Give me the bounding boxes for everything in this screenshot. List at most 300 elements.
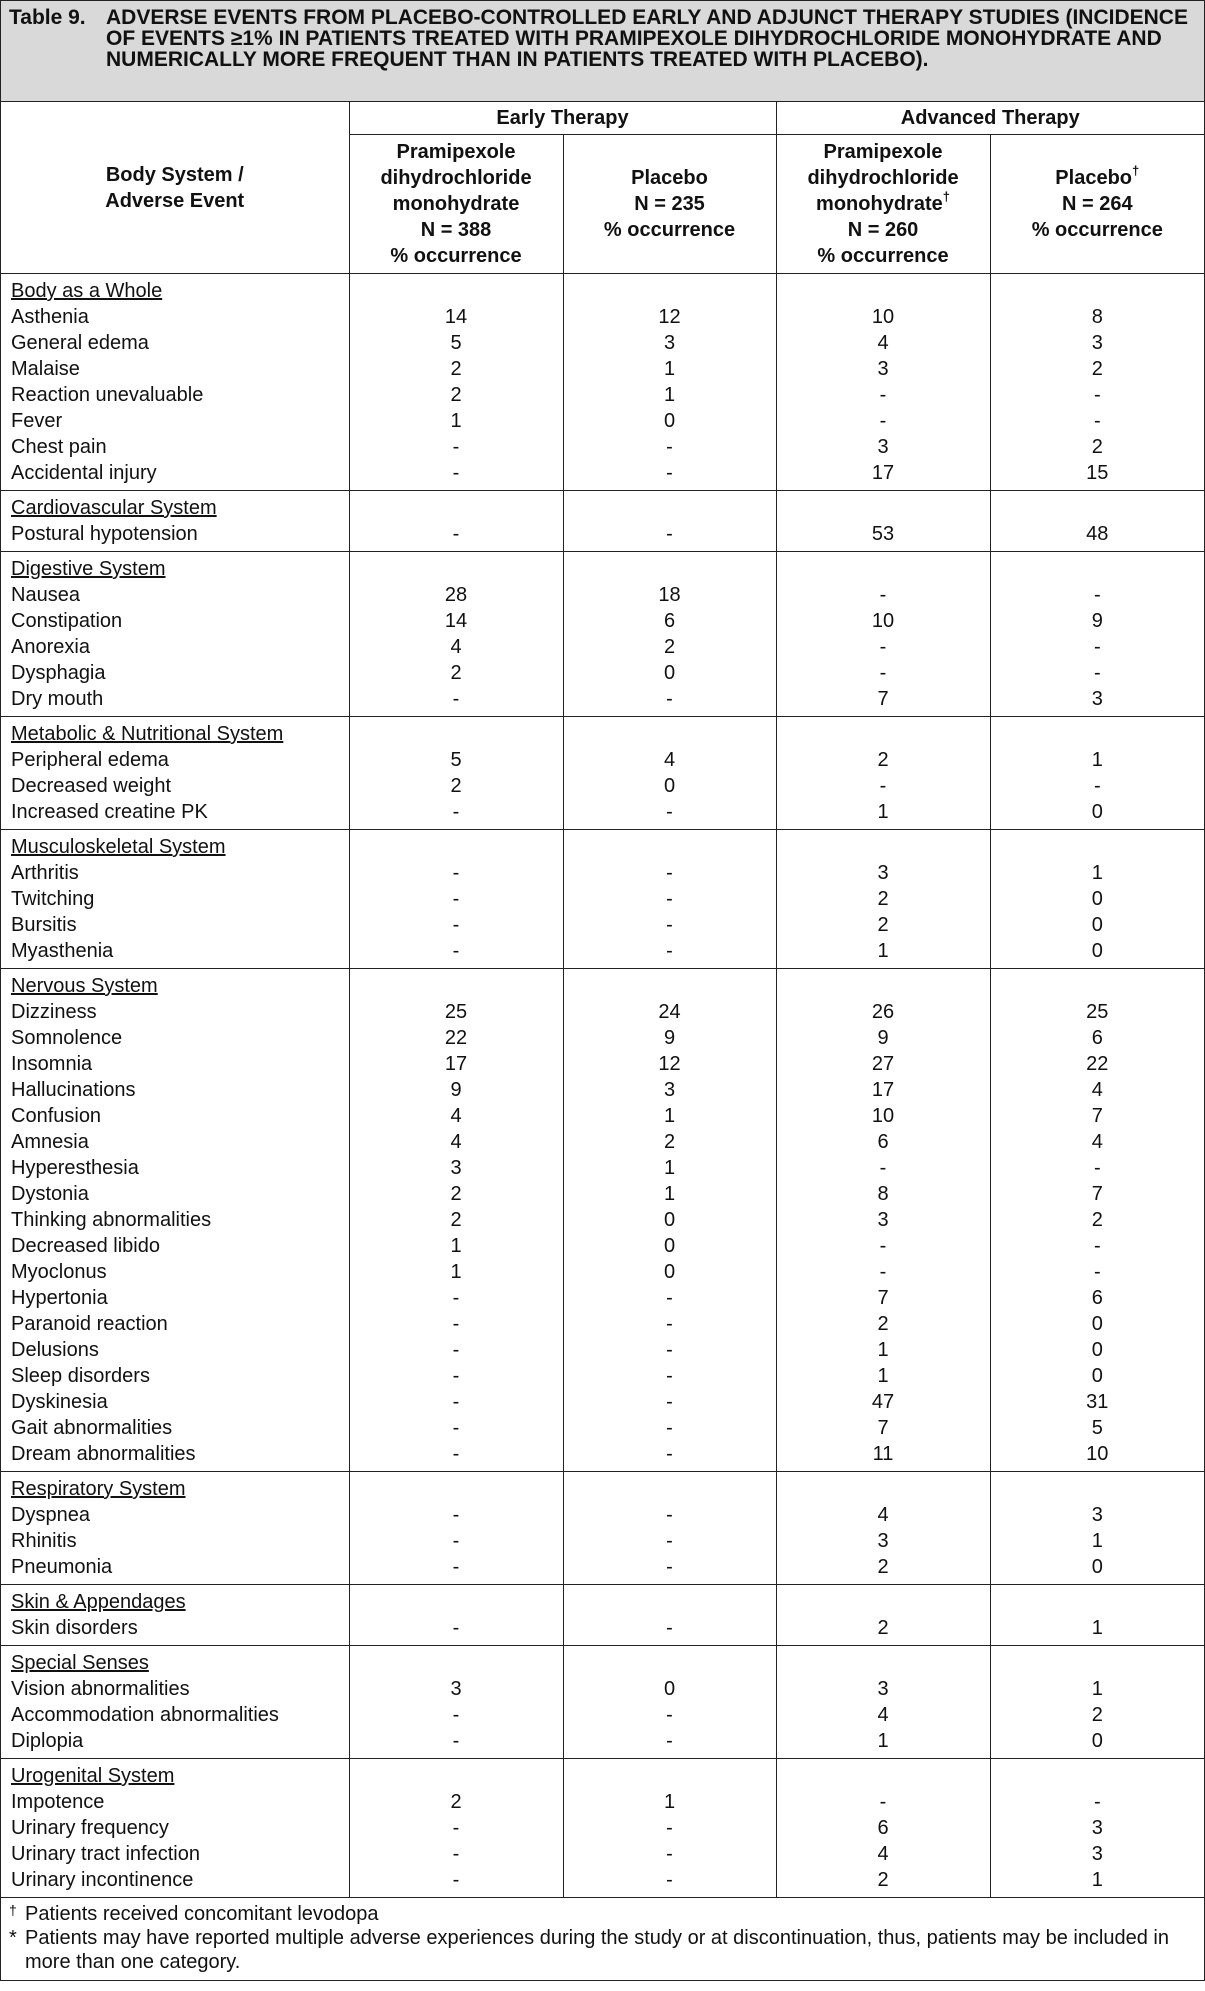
occurrence-value: 14: [349, 304, 563, 330]
occurrence-value: -: [349, 1441, 563, 1472]
occurrence-value: 1: [563, 1155, 776, 1181]
empty-cell: [349, 552, 563, 583]
occurrence-value: 4: [776, 1702, 990, 1728]
adverse-event-name: Myasthenia: [1, 938, 349, 969]
section-special-senses: [1, 1646, 1204, 1759]
adverse-event-name: Nausea: [1, 582, 349, 608]
column-drug-line2: dihydrochloride: [380, 167, 532, 189]
occurrence-value: -: [776, 1155, 990, 1181]
occurrence-value: 1: [776, 1363, 990, 1389]
section-heading: Cardiovascular System: [11, 497, 217, 519]
section-heading-row: [1, 274, 1204, 305]
occurrence-value: -: [563, 1615, 776, 1646]
adverse-event-name: Impotence: [1, 1789, 349, 1815]
table-row: [1, 608, 1204, 634]
occurrence-value: 1: [1091, 1678, 1103, 1700]
occurrence-value: 28: [349, 582, 563, 608]
empty-cell: [990, 491, 1204, 522]
adverse-event-name: Myoclonus: [1, 1259, 349, 1285]
occurrence-value: 2: [349, 773, 563, 799]
section-heading: Urogenital System: [11, 1765, 175, 1787]
footnote-mark: *: [9, 1927, 17, 1949]
occurrence-value: 2: [776, 1615, 990, 1646]
section-heading-row: [1, 830, 1204, 861]
adverse-event-name: Sleep disorders: [1, 1363, 349, 1389]
occurrence-value: -: [349, 1867, 563, 1898]
empty-cell: [776, 1759, 990, 1790]
table-row: [1, 1155, 1204, 1181]
section-heading-cell: [1, 552, 349, 583]
section-heading: Special Senses: [11, 1652, 149, 1674]
footnote: [9, 1902, 1196, 1926]
occurrence-value: 0: [1091, 888, 1103, 910]
table-row: [1, 1815, 1204, 1841]
adverse-event-name: Insomnia: [1, 1051, 349, 1077]
occurrence-value: 9: [776, 1025, 990, 1051]
table-row: [1, 1502, 1204, 1528]
occurrence-value: 22: [349, 1025, 563, 1051]
occurrence-value: 0: [1091, 1313, 1103, 1335]
occurrence-value: 4: [776, 1502, 990, 1528]
occurrence-value: 2: [349, 1789, 563, 1815]
section-heading-row: [1, 717, 1204, 748]
adverse-event-name: Accidental injury: [1, 460, 349, 491]
occurrence-value: -: [349, 799, 563, 830]
section-heading-row: [1, 969, 1204, 1000]
empty-cell: [349, 491, 563, 522]
occurrence-value: -: [563, 460, 776, 491]
adverse-event-name: Constipation: [1, 608, 349, 634]
occurrence-value: 0: [563, 660, 776, 686]
adverse-event-name: Arthritis: [1, 860, 349, 886]
occurrence-value: 3: [776, 1528, 990, 1554]
section-heading-row: [1, 1646, 1204, 1677]
table-row: [1, 1676, 1204, 1702]
table-row: [1, 1207, 1204, 1233]
occurrence-value: 7: [776, 1415, 990, 1441]
occurrence-value: 2: [1091, 1704, 1103, 1726]
occurrence-value: -: [1093, 1791, 1101, 1813]
occurrence-value: -: [563, 1285, 776, 1311]
occurrence-value: -: [349, 1363, 563, 1389]
occurrence-value: 3: [563, 1077, 776, 1103]
table-row: [1, 1233, 1204, 1259]
occurrence-value: 4: [776, 1841, 990, 1867]
adverse-event-name: Amnesia: [1, 1129, 349, 1155]
table-row: [1, 1025, 1204, 1051]
occurrence-value: -: [1093, 662, 1101, 684]
occurrence-value: -: [1093, 1261, 1101, 1283]
table-row: [1, 660, 1204, 686]
section-respiratory-system: [1, 1472, 1204, 1585]
occurrence-value: -: [776, 408, 990, 434]
section-body-as-a-whole: [1, 274, 1204, 491]
footnote: [9, 1926, 1196, 1974]
table-row: [1, 938, 1204, 969]
empty-cell: [990, 274, 1204, 305]
adverse-event-name: Malaise: [1, 356, 349, 382]
section-heading-row: [1, 491, 1204, 522]
occurrence-value: -: [349, 1285, 563, 1311]
occurrence-value: 2: [776, 747, 990, 773]
empty-cell: [349, 717, 563, 748]
adverse-event-name: Accommodation abnormalities: [1, 1702, 349, 1728]
adverse-event-name: Hyperesthesia: [1, 1155, 349, 1181]
table-row: [1, 582, 1204, 608]
column-header-1: [349, 135, 563, 274]
occurrence-value: -: [563, 1841, 776, 1867]
empty-cell: [776, 717, 990, 748]
column-n-count: N = 260: [847, 219, 919, 241]
occurrence-value: -: [349, 860, 563, 886]
adverse-event-name: Urinary tract infection: [1, 1841, 349, 1867]
section-heading-cell: [1, 1646, 349, 1677]
occurrence-value: 4: [349, 1129, 563, 1155]
occurrence-value: 11: [776, 1441, 990, 1472]
occurrence-value: 10: [776, 608, 990, 634]
section-digestive-system: [1, 552, 1204, 717]
occurrence-value: 5: [1091, 1417, 1103, 1439]
empty-cell: [563, 1759, 776, 1790]
table-row: [1, 886, 1204, 912]
occurrence-value: -: [563, 860, 776, 886]
occurrence-value: -: [1093, 410, 1101, 432]
adverse-event-name: Paranoid reaction: [1, 1311, 349, 1337]
column-drug-line1: Pramipexole: [823, 141, 943, 163]
occurrence-value: 9: [349, 1077, 563, 1103]
occurrence-value: 4: [1091, 1131, 1103, 1153]
adverse-event-name: Dizziness: [1, 999, 349, 1025]
column-header-2: [563, 135, 776, 274]
occurrence-value: 10: [776, 304, 990, 330]
empty-cell: [776, 969, 990, 1000]
occurrence-value: 4: [1091, 1079, 1103, 1101]
table-row: [1, 1702, 1204, 1728]
empty-cell: [349, 969, 563, 1000]
adverse-event-name: Rhinitis: [1, 1528, 349, 1554]
empty-cell: [776, 1585, 990, 1616]
table-row: [1, 1789, 1204, 1815]
occurrence-value: 7: [776, 1285, 990, 1311]
empty-cell: [990, 830, 1204, 861]
occurrence-value: -: [349, 434, 563, 460]
occurrence-value: 2: [563, 634, 776, 660]
occurrence-value: 2: [349, 1181, 563, 1207]
table-header: [1, 102, 1204, 274]
adverse-event-name: Urinary incontinence: [1, 1867, 349, 1898]
adverse-event-name: Postural hypotension: [1, 521, 349, 552]
occurrence-value: 2: [349, 660, 563, 686]
occurrence-value: 4: [563, 747, 776, 773]
occurrence-value: 1: [349, 408, 563, 434]
table-footnotes: [1, 1898, 1204, 1980]
occurrence-value: -: [349, 460, 563, 491]
occurrence-value: 0: [1091, 914, 1103, 936]
occurrence-value: -: [563, 799, 776, 830]
column-header-4: [990, 135, 1204, 274]
adverse-event-name: Pneumonia: [1, 1554, 349, 1585]
occurrence-value: -: [563, 686, 776, 717]
occurrence-value: 8: [776, 1181, 990, 1207]
footnote-mark: †: [9, 1902, 17, 1918]
dagger-footnote-mark: †: [1132, 163, 1140, 178]
table-row: [1, 1441, 1204, 1472]
advanced-therapy-header: Advanced Therapy: [776, 102, 1204, 135]
empty-cell: [349, 1759, 563, 1790]
occurrence-value: 48: [1086, 523, 1109, 545]
section-heading-row: [1, 1585, 1204, 1616]
occurrence-value: 0: [563, 408, 776, 434]
occurrence-value: -: [349, 1554, 563, 1585]
occurrence-value: -: [776, 1789, 990, 1815]
table-row: [1, 860, 1204, 886]
table-row: [1, 1285, 1204, 1311]
table-row: [1, 408, 1204, 434]
occurrence-value: 2: [349, 1207, 563, 1233]
occurrence-value: -: [563, 1337, 776, 1363]
footnote-text: Patients may have reported multiple adverse experiences during the study or at discontinuation, thus, patients may be included in more than one category.: [25, 1927, 1169, 1973]
section-heading: Skin & Appendages: [11, 1591, 186, 1613]
occurrence-value: 27: [776, 1051, 990, 1077]
empty-cell: [349, 1472, 563, 1503]
occurrence-value: -: [1093, 1235, 1101, 1257]
occurrence-value: 12: [563, 1051, 776, 1077]
occurrence-value: 2: [1091, 436, 1103, 458]
section-heading-cell: [1, 491, 349, 522]
occurrence-value: 2: [776, 1311, 990, 1337]
empty-cell: [990, 1759, 1204, 1790]
table-row: [1, 999, 1204, 1025]
occurrence-value: 4: [349, 634, 563, 660]
empty-cell: [990, 717, 1204, 748]
empty-cell: [563, 552, 776, 583]
occurrence-value: -: [563, 1389, 776, 1415]
occurrence-value: 7: [1091, 1183, 1103, 1205]
occurrence-value: 3: [1091, 1504, 1103, 1526]
empty-cell: [990, 1646, 1204, 1677]
occurrence-value: 3: [1091, 1843, 1103, 1865]
empty-cell: [776, 274, 990, 305]
occurrence-value: -: [349, 1311, 563, 1337]
column-drug-line3: monohydrate: [816, 193, 943, 215]
occurrence-value: 2: [776, 1554, 990, 1585]
column-drug-line2: dihydrochloride: [807, 167, 959, 189]
adverse-event-name: Anorexia: [1, 634, 349, 660]
occurrence-value: -: [563, 912, 776, 938]
table-row: [1, 1077, 1204, 1103]
occurrence-value: 1: [563, 382, 776, 408]
table-row: [1, 1867, 1204, 1898]
body-system-header-line2: Adverse Event: [105, 189, 245, 212]
occurrence-value: -: [563, 1728, 776, 1759]
table-row: [1, 1259, 1204, 1285]
adverse-event-name: Dystonia: [1, 1181, 349, 1207]
occurrence-value: -: [349, 1615, 563, 1646]
section-heading-cell: [1, 1585, 349, 1616]
column-unit: % occurrence: [1031, 219, 1163, 241]
occurrence-value: -: [563, 1441, 776, 1472]
occurrence-value: -: [563, 1415, 776, 1441]
adverse-event-name: Chest pain: [1, 434, 349, 460]
occurrence-value: -: [776, 634, 990, 660]
occurrence-value: -: [563, 1528, 776, 1554]
section-heading-cell: [1, 969, 349, 1000]
empty-cell: [990, 1472, 1204, 1503]
table-row: [1, 1554, 1204, 1585]
adverse-event-name: Urinary frequency: [1, 1815, 349, 1841]
occurrence-value: 0: [1091, 1556, 1103, 1578]
section-heading-cell: [1, 1759, 349, 1790]
empty-cell: [776, 491, 990, 522]
occurrence-value: 3: [776, 1676, 990, 1702]
occurrence-value: -: [776, 1233, 990, 1259]
occurrence-value: -: [1093, 1157, 1101, 1179]
occurrence-value: 3: [563, 330, 776, 356]
occurrence-value: 3: [776, 860, 990, 886]
adverse-event-name: Dry mouth: [1, 686, 349, 717]
column-unit: % occurrence: [390, 245, 522, 267]
occurrence-value: 0: [1091, 1730, 1103, 1752]
table-row: [1, 747, 1204, 773]
empty-cell: [563, 830, 776, 861]
table-title-text: ADVERSE EVENTS FROM PLACEBO-CONTROLLED EARLY AND ADJUNCT THERAPY STUDIES (INCIDENCE OF EVENTS ≥1% IN PATIENTS TREATED WITH PRAMIPEXOLE DIHYDROCHLORIDE MONOHYDRATE AND NUMERICALLY MORE FREQUENT THAN IN PATIENTS TREATED WITH PLACEBO).: [106, 6, 1188, 71]
occurrence-value: 9: [1091, 610, 1103, 632]
table-row: [1, 1841, 1204, 1867]
adverse-events-table: [1, 102, 1204, 1898]
occurrence-value: 1: [1091, 749, 1103, 771]
table-title: [1, 1, 1204, 102]
adverse-event-name: Dysphagia: [1, 660, 349, 686]
table-row: [1, 634, 1204, 660]
occurrence-value: 18: [563, 582, 776, 608]
adverse-event-name: Decreased libido: [1, 1233, 349, 1259]
adverse-event-name: Reaction unevaluable: [1, 382, 349, 408]
occurrence-value: 2: [776, 1867, 990, 1898]
dagger-footnote-mark: †: [942, 189, 950, 204]
occurrence-value: 8: [1091, 306, 1103, 328]
occurrence-value: 2: [776, 886, 990, 912]
section-metabolic-nutritional-system: [1, 717, 1204, 830]
empty-cell: [776, 552, 990, 583]
occurrence-value: 24: [563, 999, 776, 1025]
occurrence-value: -: [563, 1311, 776, 1337]
early-therapy-header: Early Therapy: [349, 102, 776, 135]
occurrence-value: 10: [776, 1103, 990, 1129]
occurrence-value: 9: [563, 1025, 776, 1051]
occurrence-value: -: [776, 773, 990, 799]
occurrence-value: -: [349, 1502, 563, 1528]
adverse-event-name: Confusion: [1, 1103, 349, 1129]
empty-cell: [563, 274, 776, 305]
occurrence-value: 6: [563, 608, 776, 634]
occurrence-value: 3: [1091, 1817, 1103, 1839]
table-row: [1, 1415, 1204, 1441]
occurrence-value: 15: [1086, 462, 1109, 484]
occurrence-value: 17: [776, 460, 990, 491]
occurrence-value: -: [349, 938, 563, 969]
occurrence-value: 1: [776, 799, 990, 830]
occurrence-value: 1: [776, 1728, 990, 1759]
occurrence-value: 1: [349, 1233, 563, 1259]
occurrence-value: 3: [776, 356, 990, 382]
occurrence-value: -: [1093, 384, 1101, 406]
occurrence-value: 1: [349, 1259, 563, 1285]
empty-cell: [776, 1646, 990, 1677]
column-drug-line1: Placebo: [1055, 167, 1132, 189]
occurrence-value: 0: [563, 1207, 776, 1233]
empty-cell: [349, 274, 563, 305]
occurrence-value: 2: [1091, 1209, 1103, 1231]
adverse-event-name: Increased creatine PK: [1, 799, 349, 830]
occurrence-value: -: [349, 912, 563, 938]
occurrence-value: 0: [1091, 801, 1103, 823]
table-row: [1, 799, 1204, 830]
column-n-count: N = 264: [1061, 193, 1133, 215]
empty-cell: [563, 717, 776, 748]
occurrence-value: -: [349, 521, 563, 552]
empty-cell: [563, 491, 776, 522]
occurrence-value: 4: [776, 330, 990, 356]
adverse-event-name: Hypertonia: [1, 1285, 349, 1311]
occurrence-value: -: [349, 1337, 563, 1363]
occurrence-value: 5: [349, 330, 563, 356]
adverse-event-name: Dream abnormalities: [1, 1441, 349, 1472]
column-unit: % occurrence: [817, 245, 949, 267]
occurrence-value: -: [349, 686, 563, 717]
empty-cell: [563, 1646, 776, 1677]
adverse-event-name: Dyskinesia: [1, 1389, 349, 1415]
adverse-event-name: Skin disorders: [1, 1615, 349, 1646]
occurrence-value: 12: [563, 304, 776, 330]
empty-cell: [349, 1585, 563, 1616]
occurrence-value: -: [563, 1363, 776, 1389]
empty-cell: [990, 969, 1204, 1000]
section-nervous-system: [1, 969, 1204, 1472]
occurrence-value: 2: [1091, 358, 1103, 380]
occurrence-value: -: [349, 1702, 563, 1728]
adverse-event-name: Diplopia: [1, 1728, 349, 1759]
column-drug-line1: Placebo: [631, 167, 708, 189]
occurrence-value: 0: [1091, 940, 1103, 962]
occurrence-value: 1: [563, 1789, 776, 1815]
occurrence-value: 1: [1091, 862, 1103, 884]
table-row: [1, 1389, 1204, 1415]
occurrence-value: 17: [349, 1051, 563, 1077]
table-row: [1, 1528, 1204, 1554]
column-header-3: [776, 135, 990, 274]
table-row: [1, 1615, 1204, 1646]
empty-cell: [990, 552, 1204, 583]
occurrence-value: 1: [563, 1103, 776, 1129]
table-row: [1, 1129, 1204, 1155]
adverse-event-name: Twitching: [1, 886, 349, 912]
occurrence-value: -: [776, 582, 990, 608]
occurrence-value: 1: [1091, 1617, 1103, 1639]
section-heading: Body as a Whole: [11, 280, 163, 302]
occurrence-value: 0: [563, 1233, 776, 1259]
occurrence-value: -: [563, 1554, 776, 1585]
adverse-event-name: Hallucinations: [1, 1077, 349, 1103]
occurrence-value: 3: [776, 434, 990, 460]
adverse-event-name: Gait abnormalities: [1, 1415, 349, 1441]
occurrence-value: 3: [1091, 332, 1103, 354]
occurrence-value: 5: [349, 747, 563, 773]
table-row: [1, 330, 1204, 356]
occurrence-value: -: [349, 1415, 563, 1441]
table-row: [1, 460, 1204, 491]
occurrence-value: 1: [776, 1337, 990, 1363]
column-n-count: N = 235: [634, 193, 705, 215]
